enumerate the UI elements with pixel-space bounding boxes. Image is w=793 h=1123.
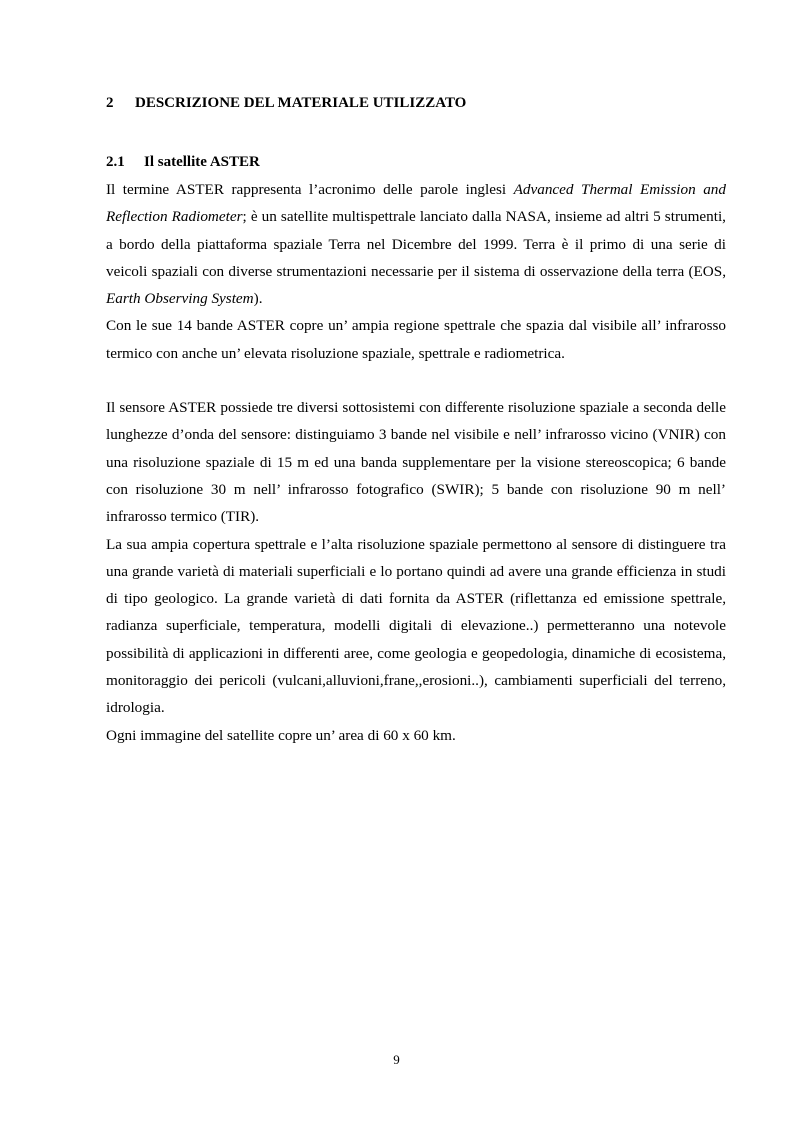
paragraph-text: Il termine ASTER rappresenta l’acronimo delle parole inglesi: [106, 181, 514, 198]
subsection-heading: [106, 149, 726, 176]
paragraph-applications: La sua ampia copertura spettrale e l’alta risoluzione spaziale permettono al sensore di distinguere tra una grande varietà di materiali superficiali e lo portano quindi ad avere una grande efficienza in studi di tipo geologico. La grande varietà di dati fornita da ASTER (riflettanza ed emissione spettrale, radianza superficiale, temperatura, modelli digitali di elevazione..) permetteranno una notevole possibilità di applicazioni in differenti aree, come geologia e geopedologia, dinamiche di ecosistema, monitoraggio dei pericoli (vulcani,alluvioni,frane,,erosioni..), cambiamenti superficiali del terreno, idrologia.: [106, 535, 726, 717]
section-title: DESCRIZIONE DEL MATERIALE UTILIZZATO: [135, 95, 467, 111]
page-content: [106, 90, 726, 749]
section-heading: [106, 90, 726, 117]
paragraph-text: ).: [253, 290, 263, 308]
page-number: 9: [393, 1052, 400, 1067]
paragraph-subsystems: Il sensore ASTER possiede tre diversi sottosistemi con differente risoluzione spaziale a seconda delle lunghezze d’onda del sensore: distinguiamo 3 bande nel visibile e nell’ infrarosso vicino (VNIR) con una risoluzione spaziale di 15 m ed una banda supplementare per la visione stereoscopica; 6 bande con risoluzione 30 m nell’ infrarosso fotografico (SWIR); 5 bande con risoluzione 90 m nell’ infrarosso termico (TIR).: [106, 399, 726, 526]
paragraph-aster-definition: [106, 176, 726, 312]
paragraph-image-area: Ogni immagine del satellite copre un’ area di 60 x 60 km.: [106, 726, 456, 744]
paragraph-italic-term: Earth Observing System: [106, 290, 254, 308]
subsection-title: Il satellite ASTER: [144, 154, 260, 170]
paragraph-spectral-bands: Con le sue 14 bande ASTER copre un’ ampia regione spettrale che spazia dal visibile all’ infrarosso termico con anche un’ elevata risoluzione spaziale, spettrale e radiometrica.: [106, 317, 726, 362]
paragraph-italic-term: Advanced Thermal Emission and Reflection Radiometer: [106, 181, 726, 226]
subsection-number: 2.1: [106, 154, 125, 170]
paragraph-spacer: [106, 367, 726, 394]
paragraph-text: ; è un satellite multispettrale lanciato dalla NASA, insieme ad altri 5 strumenti, a bordo della piattaforma spaziale Terra nel Dicembre del 1999. Terra è il primo di una serie di veicoli spaziali con diverse strumentazioni necessarie per il sistema di osservazione della terra (EOS,: [106, 208, 726, 280]
section-number: 2: [106, 95, 114, 111]
